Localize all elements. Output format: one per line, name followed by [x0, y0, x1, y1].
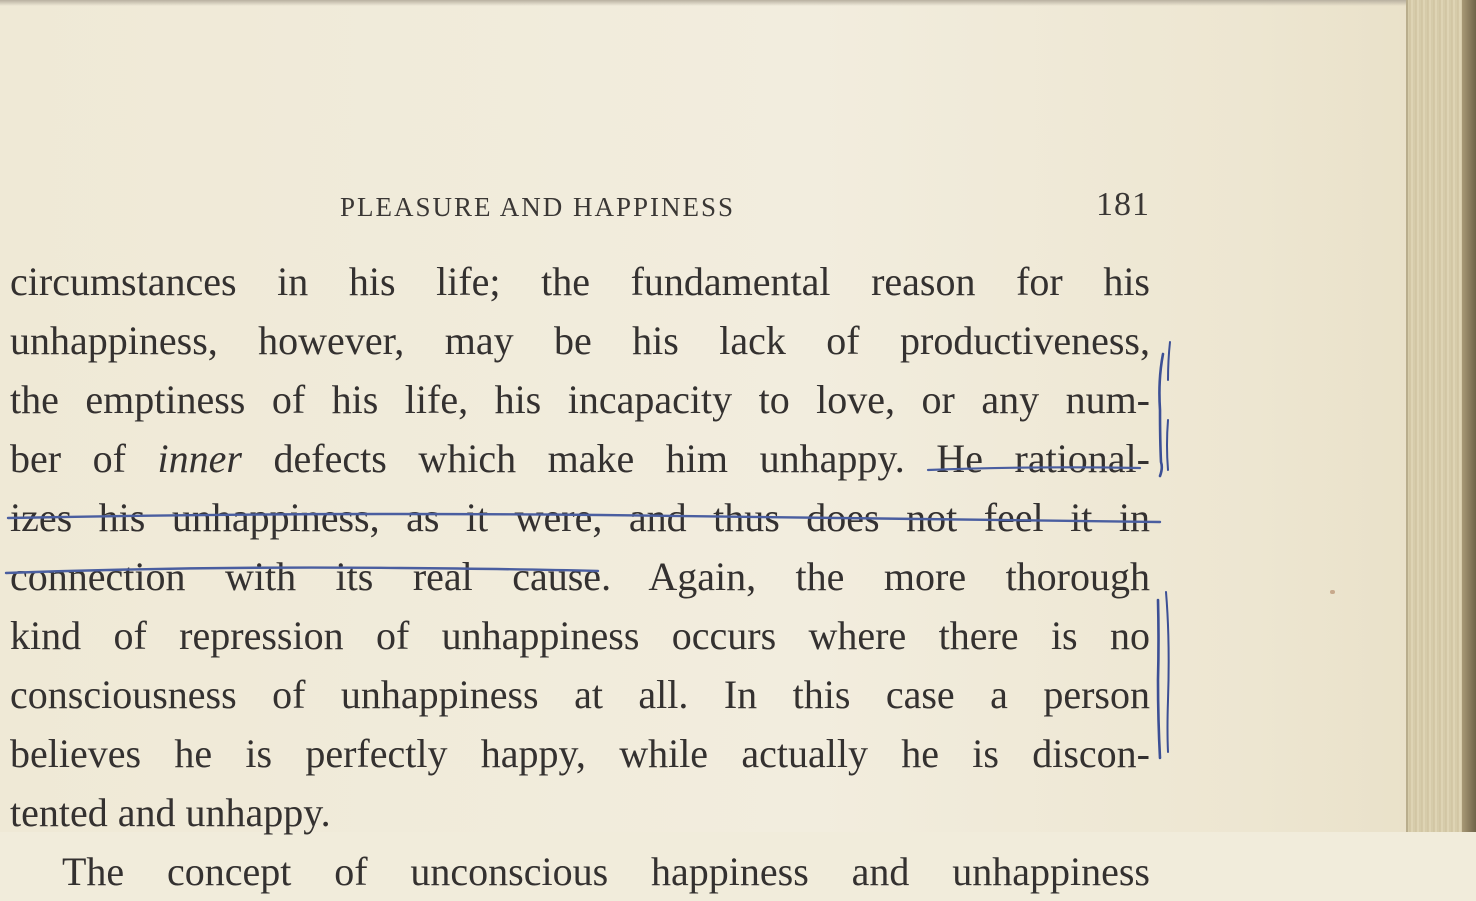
text-line-8: consciousness of unhappiness at all. In this case a person [10, 672, 1150, 717]
text-line-3: the emptiness of his life, his incapacity to love, or any num- [10, 377, 1150, 422]
page-top-shadow [0, 0, 1476, 6]
text-line-6: connection with its real cause. Again, the more thorough [10, 554, 1150, 599]
text-line-5: izes his unhappiness, as it were, and thus does not feel it in [10, 495, 1150, 540]
book-spine-shadow [1462, 0, 1476, 832]
text-line-7: kind of repression of unhappiness occurs where there is no [10, 613, 1150, 658]
body-text [10, 252, 1150, 901]
text-line-11: The concept of unconscious happiness and unhappiness [62, 849, 1150, 894]
page-number: 181 [1096, 186, 1150, 223]
text-line-4-before: ber of [10, 436, 158, 481]
margin-mark-1c [1167, 420, 1168, 470]
text-line-10: tented and unhappy. [10, 790, 331, 835]
running-head-title: PLEASURE AND HAPPINESS [340, 192, 736, 222]
paper-speck [1330, 590, 1335, 594]
text-line-1: circumstances in his life; the fundamental reason for his [10, 259, 1150, 304]
text-line-4 [10, 429, 1150, 488]
margin-mark-1 [1159, 354, 1163, 476]
margin-mark-2b [1166, 592, 1169, 752]
running-head [340, 186, 1150, 226]
text-line-2: unhappiness, however, may be his lack of productiveness, [10, 318, 1150, 363]
margin-mark-1b [1168, 342, 1170, 380]
text-line-9: believes he is perfectly happy, while actually he is discon- [10, 731, 1150, 776]
text-line-4-after: defects which make him unhappy. He rational- [241, 436, 1150, 481]
italic-word-inner: inner [157, 436, 242, 481]
margin-mark-2 [1158, 600, 1160, 758]
